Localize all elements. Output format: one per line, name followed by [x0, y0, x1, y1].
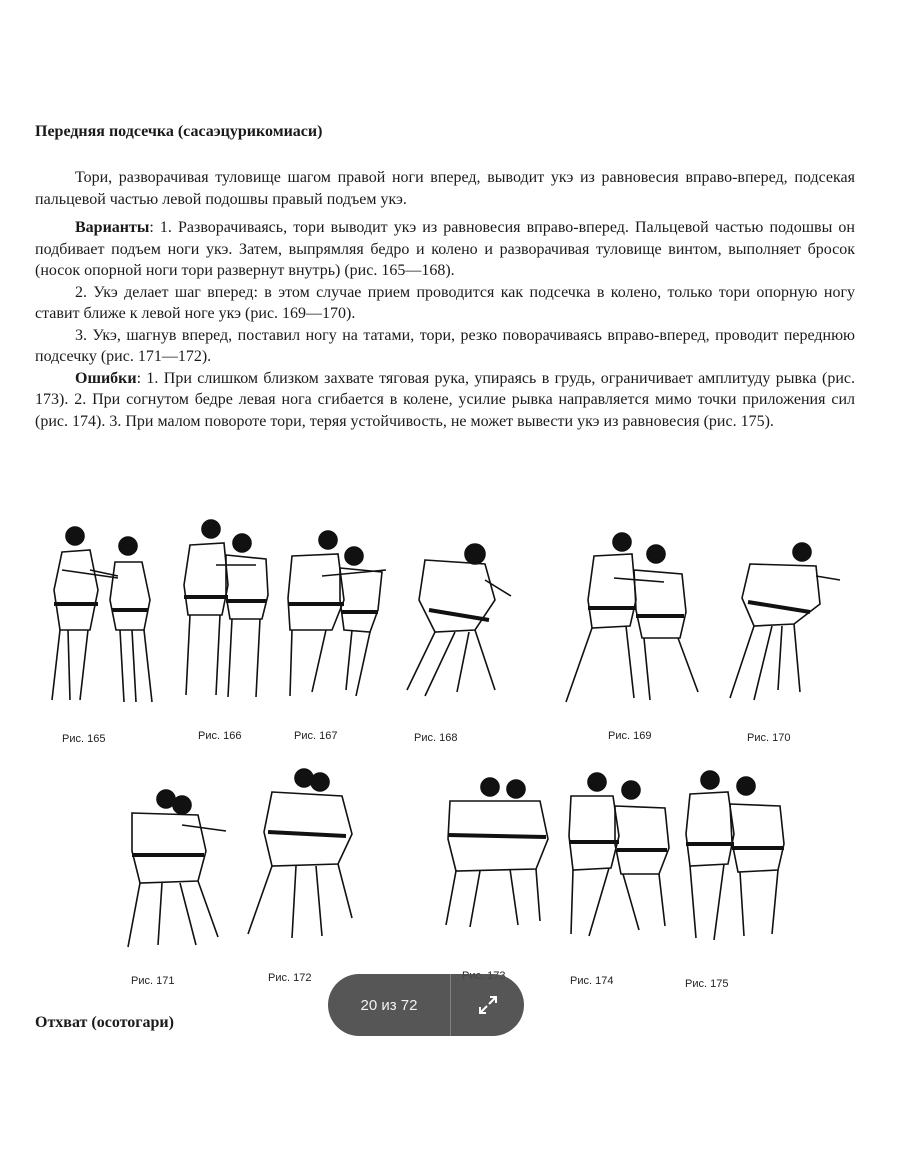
- expand-icon: [477, 994, 499, 1016]
- figure-172: [242, 768, 362, 948]
- variant-1-text: : 1. Разворачиваясь, тори выводит укэ из равновесия вправо-вперед. Пальцевой частью подошвы он подбивает подъем ноги укэ. Затем, выпрямляя бедро и колено и разворачивая туловище винтом, выполняет бросок (носок опорной ноги тори развернут внутрь) (рис. 165—168).: [35, 219, 855, 279]
- judo-figure-illustration: [395, 540, 515, 705]
- figure-caption: Рис. 175: [685, 978, 729, 990]
- judo-figure-illustration: [440, 775, 555, 935]
- figure-170: [720, 540, 845, 710]
- judo-figure-illustration: [242, 768, 362, 948]
- figure-caption: Рис. 170: [747, 732, 791, 744]
- figure-caption: Рис. 168: [414, 732, 458, 744]
- body-text: [35, 167, 855, 432]
- judo-figure-illustration: [684, 768, 794, 948]
- variant-paragraph-2: 2. Укэ делает шаг вперед: в этом случае прием проводится как подсечка в колено, только тори опорную ногу ставит ближе к левой ноге укэ (рис. 169—170).: [35, 283, 855, 322]
- errors-paragraph: [35, 368, 855, 433]
- figure-caption: Рис. 171: [131, 975, 175, 987]
- figure-caption: Рис. 166: [198, 730, 242, 742]
- variants-label: Варианты: [75, 219, 150, 236]
- figure-171: [122, 785, 232, 955]
- next-section-title: Отхват (осотогари): [35, 1014, 174, 1031]
- figure-caption: Рис. 165: [62, 733, 106, 745]
- page-counter: 20 из 72: [360, 996, 418, 1014]
- figure-166: [176, 515, 276, 705]
- figure-174: [565, 770, 675, 945]
- figure-173: [440, 775, 555, 935]
- figure-caption: Рис. 167: [294, 730, 338, 742]
- errors-label: Ошибки: [75, 369, 137, 387]
- judo-figure-illustration: [282, 520, 392, 705]
- figure-caption: Рис. 174: [570, 975, 614, 987]
- figure-caption: Рис. 172: [268, 972, 312, 984]
- figure-175: [684, 768, 794, 948]
- errors-text: : 1. При слишком близком захвате тяговая рука, упираясь в грудь, ограничивает амплитуду рывка (рис. 173). 2. При согнутом бедре левая нога сгибается в колене, усилие рывка направляется мимо точки приложения сил (рис. 174). 3. При малом повороте тори, теряя устойчивость, не может вывести укэ из равновесия (рис. 175).: [35, 369, 855, 430]
- judo-figure-illustration: [40, 520, 160, 710]
- intro-paragraph: Тори, разворачивая туловище шагом правой ноги вперед, выводит укэ из равновесия вправо-вперед, подсекая пальцевой частью левой подошвы правый подъем укэ.: [35, 169, 855, 208]
- variant-paragraph-1: [35, 217, 855, 282]
- fullscreen-button[interactable]: [451, 974, 524, 1036]
- section-title: Передняя подсечка (сасаэцурикомиаси): [35, 123, 323, 140]
- page-navigation-pill: [328, 974, 524, 1036]
- judo-figure-illustration: [565, 770, 675, 945]
- figure-168: [395, 540, 515, 705]
- variant-paragraph-3: 3. Укэ, шагнув вперед, поставил ногу на татами, тори, резко поворачиваясь вправо-вперед, проводит переднюю подсечку (рис. 171—172).: [35, 326, 855, 365]
- judo-figure-illustration: [176, 515, 276, 705]
- figure-167: [282, 520, 392, 705]
- judo-figure-illustration: [560, 530, 705, 710]
- judo-figure-illustration: [122, 785, 232, 955]
- figure-165: [40, 520, 160, 710]
- figure-caption: Рис. 169: [608, 730, 652, 742]
- figure-169: [560, 530, 705, 710]
- judo-figure-illustration: [720, 540, 845, 710]
